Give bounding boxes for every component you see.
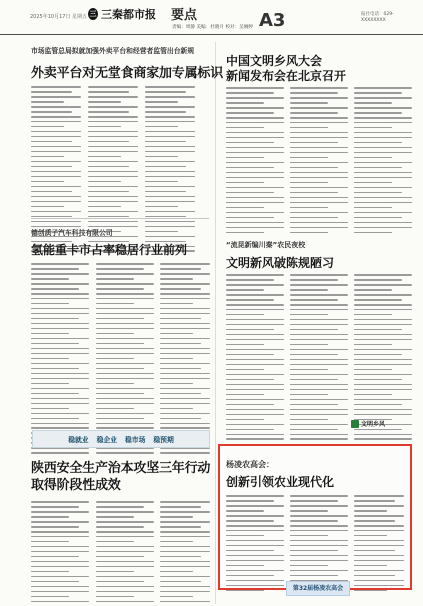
- text-column: [290, 495, 348, 595]
- editor-credit: 责编：周静 美编：杜晓月 校对：吴婉婷: [172, 25, 254, 30]
- masthead: [0, 0, 423, 35]
- right-headline-line: 新闻发布会在北京召开: [226, 69, 347, 83]
- publication-date: 2025年10月17日 星期五: [30, 14, 88, 20]
- policy-band: [32, 430, 210, 448]
- column-divider: [215, 42, 216, 604]
- band-item: 稳市场: [125, 436, 146, 444]
- text-column: [145, 86, 195, 255]
- text-column: [160, 501, 210, 606]
- right-headline-line: 中国文明乡风大会: [226, 54, 323, 68]
- section-flag-label: 文明乡风: [361, 421, 386, 428]
- text-column: [354, 87, 412, 237]
- text-column: [160, 263, 210, 457]
- section-flag: [351, 417, 399, 430]
- contact-info: 报社电话：029-XXXXXXXX: [361, 12, 394, 23]
- page-number: A3: [259, 10, 286, 31]
- boxed-article-kicker: 杨凌农高会：: [226, 460, 274, 469]
- text-column: [226, 87, 284, 237]
- text-column: [31, 501, 89, 606]
- text-column: [96, 263, 154, 457]
- text-column: [226, 274, 284, 443]
- section-title: 要点: [171, 8, 198, 23]
- article-kicker: 德创质子汽车科技有限公司: [31, 229, 113, 237]
- bottom-headline-line: 取得阶段性成效: [31, 478, 121, 493]
- article-headline: 氢能重卡市占率稳居行业前列: [31, 243, 188, 257]
- newspaper-logo: [88, 6, 156, 21]
- logo-mark: 三: [89, 9, 97, 18]
- text-column: [31, 263, 89, 457]
- flag-icon: [351, 420, 359, 428]
- text-column: [354, 495, 404, 595]
- article-kicker: “流昆新编川秦”农民夜校: [226, 241, 306, 249]
- event-tag: 第32届杨凌农高会: [286, 581, 350, 596]
- text-column: [290, 274, 348, 443]
- band-item: 稳企业: [96, 436, 117, 444]
- bottom-headline-line: 陕西安全生产治本攻坚三年行动: [31, 461, 211, 476]
- logo-text: 三秦都市报: [101, 7, 156, 21]
- text-column: [290, 87, 348, 237]
- article-headline: 文明新风破陈规陋习: [226, 256, 335, 270]
- boxed-article-headline: 创新引领农业现代化: [226, 475, 335, 489]
- text-column: [96, 501, 154, 606]
- article-separator: [31, 218, 209, 219]
- text-column: [226, 495, 284, 595]
- band-item: 稳就业: [68, 436, 89, 444]
- article-kicker: 市场监管总局拟就加强外卖平台和经营者监管出台新规: [31, 47, 195, 55]
- band-item: 稳预期: [153, 436, 174, 444]
- article-headline: 外卖平台对无堂食商家加专属标识: [31, 66, 224, 81]
